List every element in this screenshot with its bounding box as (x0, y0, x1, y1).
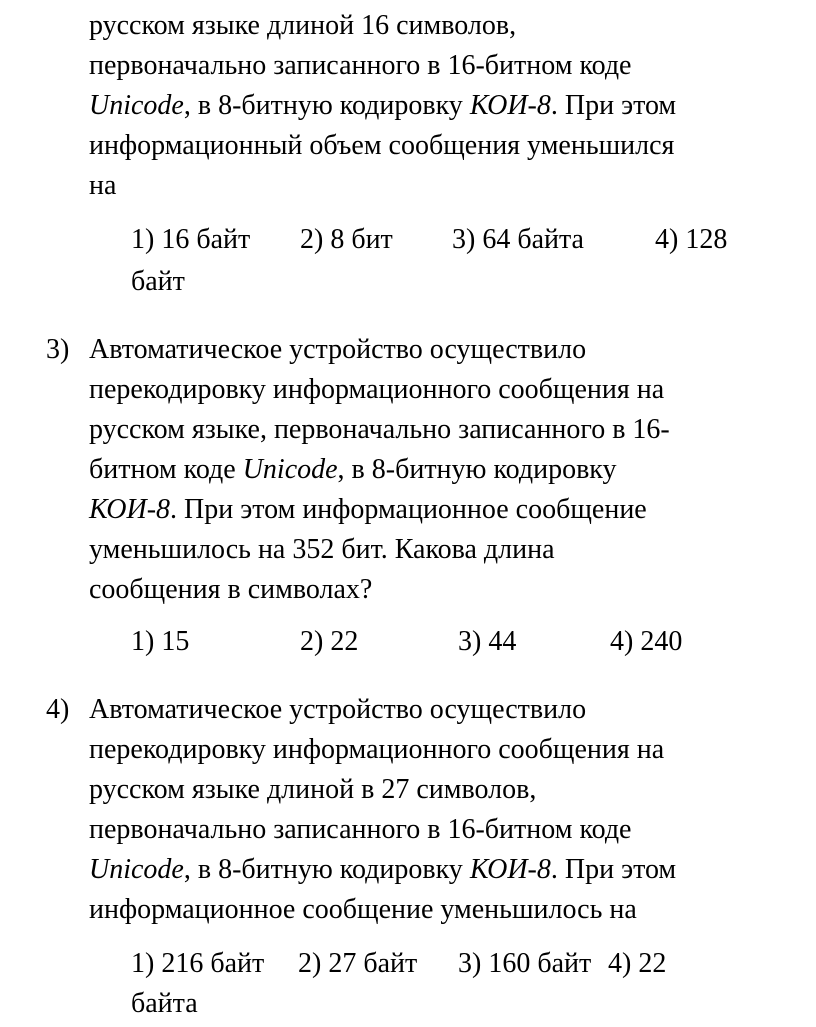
q2-text-line-3 (89, 86, 676, 126)
q2-koi8-term: КОИ-8 (469, 90, 551, 121)
q4-option-2: 2) 27 байт (298, 948, 418, 979)
q3-line4-end: , в 8-битную кодировку (337, 454, 617, 485)
q3-text-line-1: Автоматическое устройство осуществило (89, 334, 587, 365)
q4-line5-end: . При этом (550, 854, 677, 885)
q4-text-line-4: первоначально записанного в 16-битном коде (89, 814, 632, 845)
q2-option-4: 4) 128 (655, 224, 728, 255)
q4-text-line-6: информационное сообщение уменьшилось на (89, 894, 637, 925)
q2-option-2: 2) 8 бит (300, 224, 393, 255)
q2-text-line-1: русском языке длиной 16 символов, (89, 10, 517, 41)
q3-text-line-2: перекодировку информационного сообщения на (89, 374, 665, 405)
q3-text-line-4 (89, 450, 617, 490)
q4-text-line-5 (89, 850, 676, 890)
q4-option-4-wrap: байта (131, 988, 198, 1019)
q3-option-2: 2) 22 (300, 626, 359, 657)
q3-option-1: 1) 15 (131, 626, 190, 657)
q2-text-line-2: первоначально записанного в 16-битном коде (89, 50, 632, 81)
q4-text-line-1: Автоматическое устройство осуществило (89, 694, 587, 725)
q3-text-line-5 (89, 490, 647, 530)
q2-unicode-term: Unicode (89, 90, 184, 121)
q2-option-3: 3) 64 байта (452, 224, 584, 255)
q4-text-line-2: перекодировку информационного сообщения на (89, 734, 665, 765)
q4-line5-mid: , в 8-битную кодировку (183, 854, 470, 885)
q2-option-4-wrap: байт (131, 266, 185, 297)
q3-number: 3) (46, 334, 70, 365)
q2-option-1: 1) 16 байт (131, 224, 251, 255)
q2-text-line-4: информационный объем сообщения уменьшился (89, 130, 675, 161)
q3-text-line-3: русском языке, первоначально записанного в 16- (89, 414, 670, 445)
q2-line3-end: . При этом (550, 90, 677, 121)
q2-text-line-5: на (89, 170, 117, 201)
q3-line5-end: . При этом информационное сообщение (170, 494, 647, 525)
q3-text-line-6: уменьшилось на 352 бит. Какова длина (89, 534, 555, 565)
q4-text-line-3: русском языке длиной в 27 символов, (89, 774, 537, 805)
q3-text-line-7: сообщения в символах? (89, 574, 373, 605)
q3-option-3: 3) 44 (458, 626, 517, 657)
q3-koi8-term: КОИ-8 (89, 494, 171, 525)
q4-number: 4) (46, 694, 70, 725)
q3-option-4: 4) 240 (610, 626, 683, 657)
q3-unicode-term: Unicode (242, 454, 338, 485)
q4-option-1: 1) 216 байт (131, 948, 265, 979)
q3-line4-start: битном коде (89, 454, 243, 485)
q2-line3-mid: , в 8-битную кодировку (183, 90, 470, 121)
q4-option-3: 3) 160 байт (458, 948, 592, 979)
q4-option-4: 4) 22 (608, 948, 667, 979)
q4-unicode-term: Unicode (89, 854, 184, 885)
q4-koi8-term: КОИ-8 (469, 854, 551, 885)
